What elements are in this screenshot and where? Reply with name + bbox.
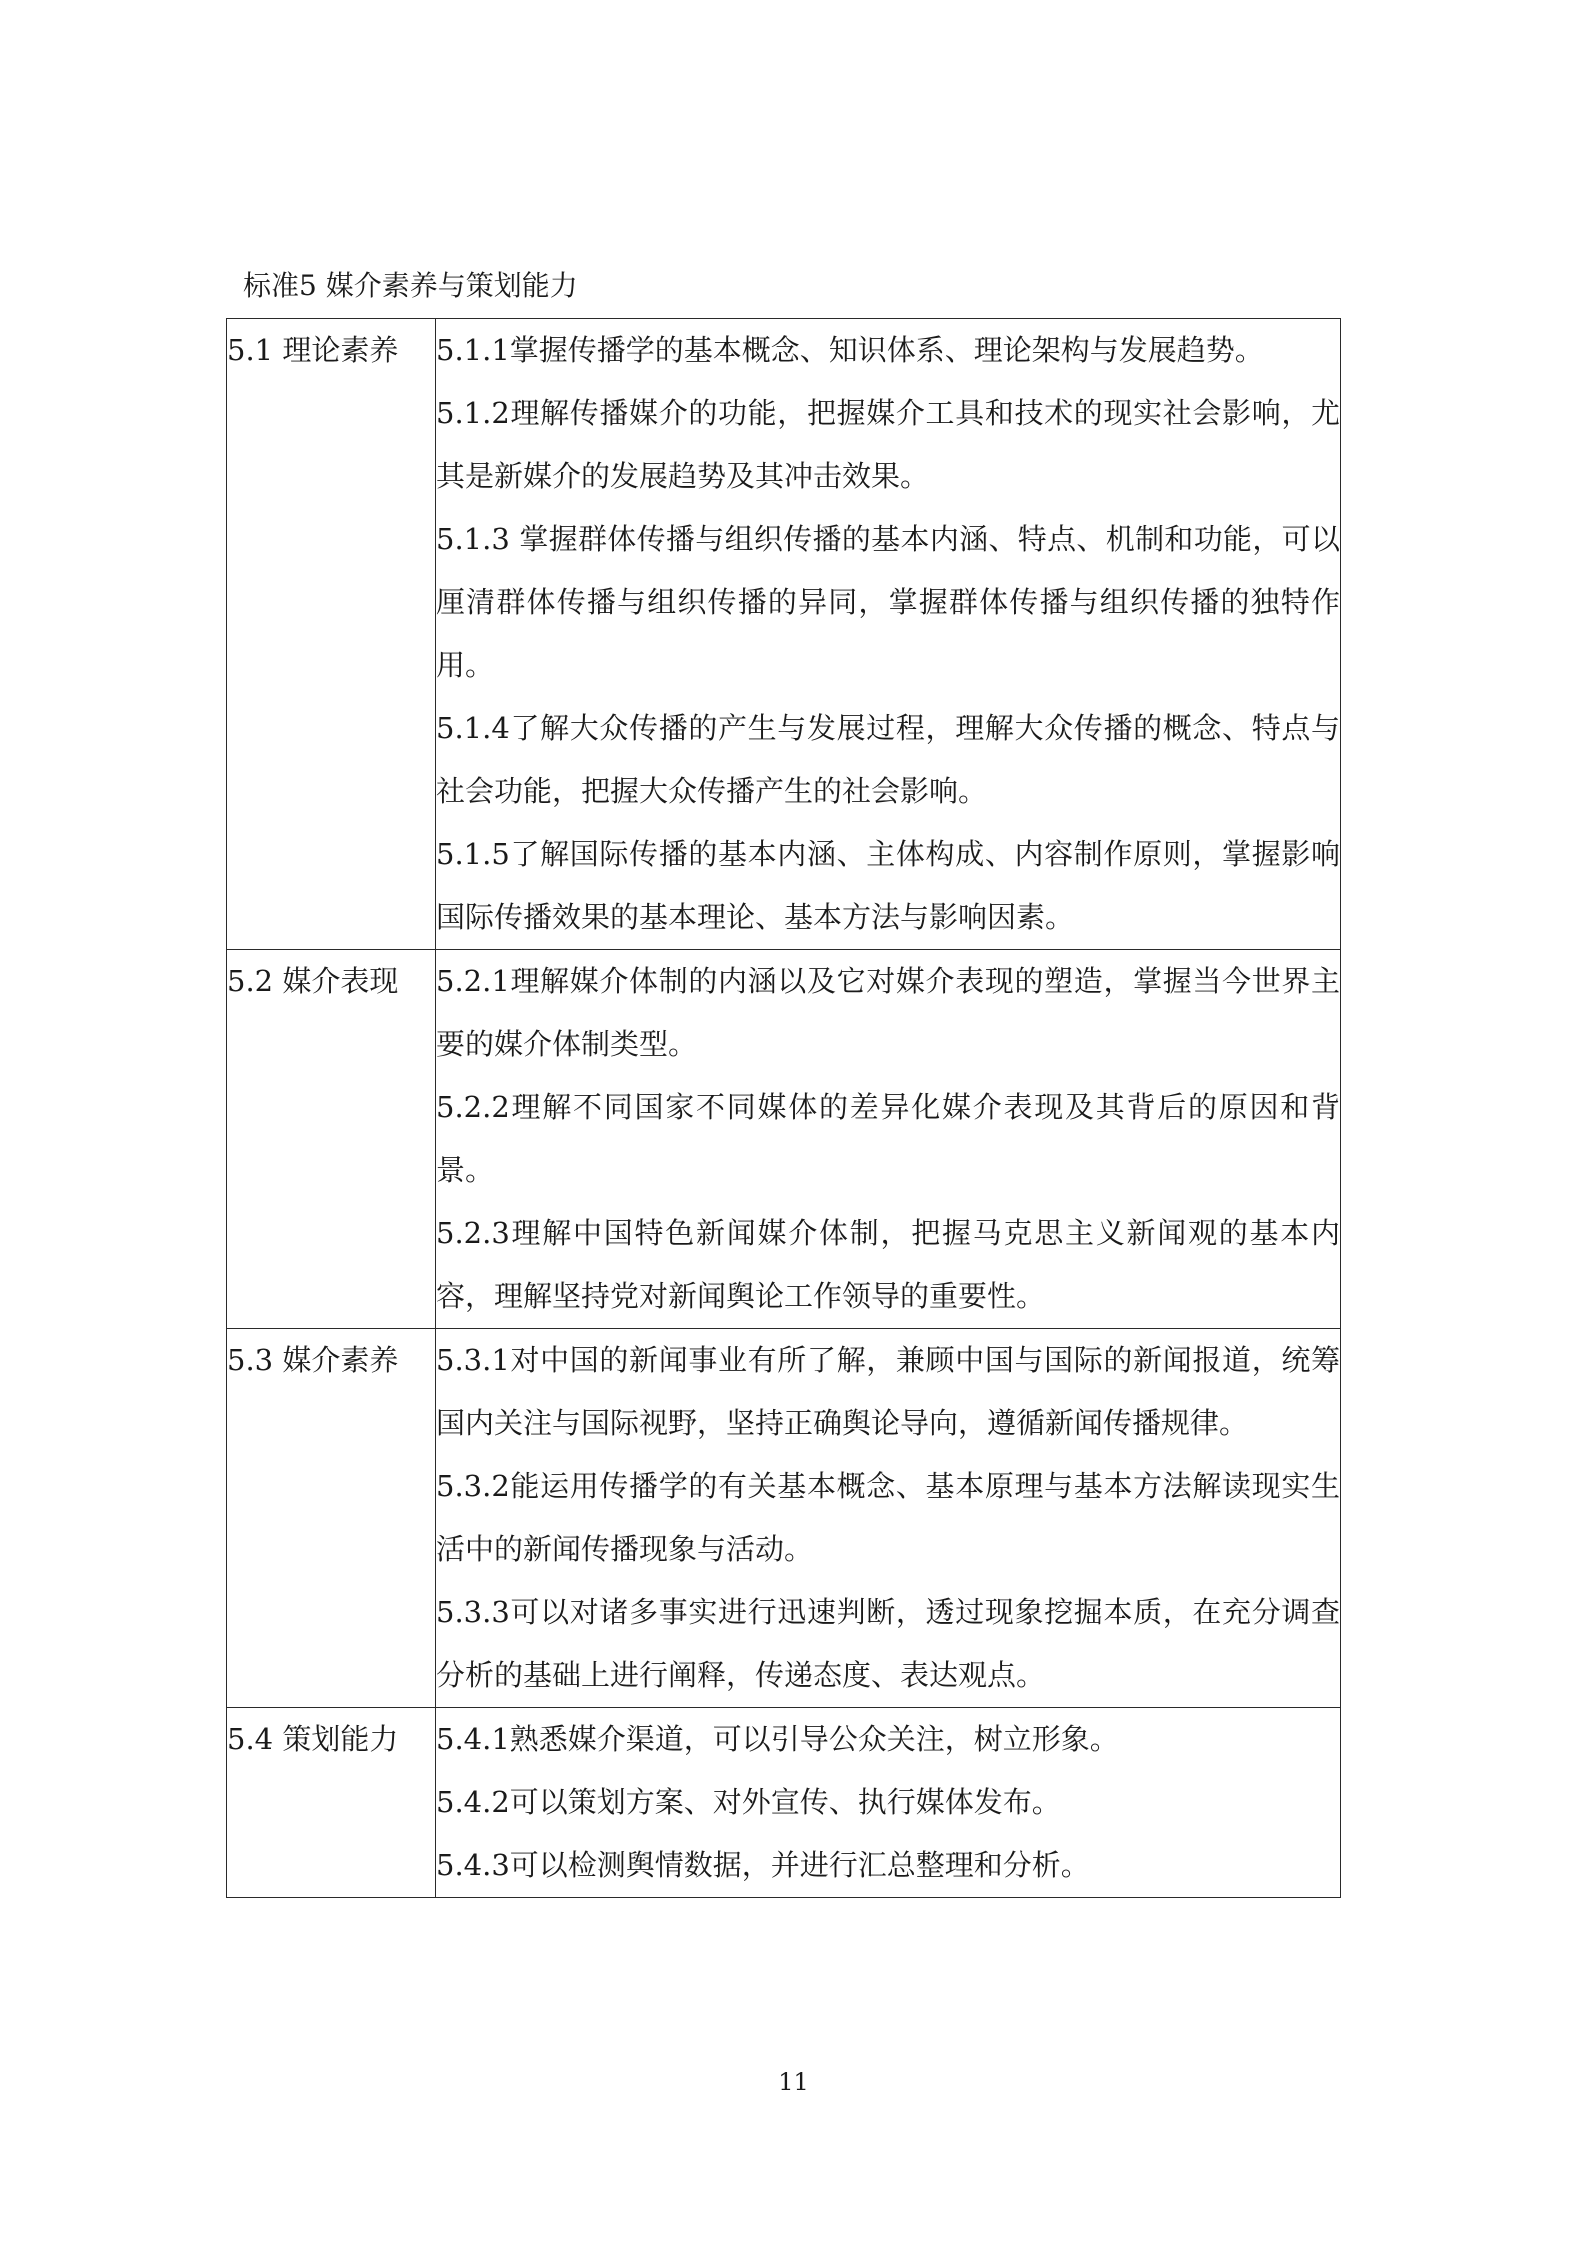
requirement-item: 5.4.3可以检测舆情数据，并进行汇总整理和分析。 xyxy=(436,1848,1090,1882)
section-content xyxy=(436,1708,1341,1898)
requirement-item: 5.2.2理解不同国家不同媒体的差异化媒介表现及其背后的原因和背景。 xyxy=(436,1090,1340,1187)
table-row xyxy=(227,1329,1341,1708)
section-label: 5.3 媒介素养 xyxy=(227,1329,436,1708)
section-content xyxy=(436,319,1341,950)
table-row xyxy=(227,950,1341,1329)
requirement-item: 5.2.1理解媒介体制的内涵以及它对媒介表现的塑造，掌握当今世界主要的媒介体制类型。 xyxy=(436,964,1340,1061)
requirement-item: 5.1.4了解大众传播的产生与发展过程，理解大众传播的概念、特点与社会功能，把握大众传播产生的社会影响。 xyxy=(436,711,1340,808)
requirement-item: 5.4.1熟悉媒介渠道，可以引导公众关注，树立形象。 xyxy=(436,1722,1119,1756)
section-content xyxy=(436,1329,1341,1708)
requirement-item: 5.3.1对中国的新闻事业有所了解，兼顾中国与国际的新闻报道，统筹国内关注与国际视野，坚持正确舆论导向，遵循新闻传播规律。 xyxy=(436,1343,1340,1440)
section-label: 5.1 理论素养 xyxy=(227,319,436,950)
requirement-item: 5.1.1掌握传播学的基本概念、知识体系、理论架构与发展趋势。 xyxy=(436,333,1264,367)
requirement-item: 5.2.3理解中国特色新闻媒介体制，把握马克思主义新闻观的基本内容，理解坚持党对新闻舆论工作领导的重要性。 xyxy=(436,1216,1340,1313)
requirement-item: 5.1.2理解传播媒介的功能，把握媒介工具和技术的现实社会影响，尤其是新媒介的发展趋势及其冲击效果。 xyxy=(436,396,1340,493)
requirement-item: 5.4.2可以策划方案、对外宣传、执行媒体发布。 xyxy=(436,1785,1061,1819)
table-caption: 标准5 媒介素养与策划能力 xyxy=(243,269,578,302)
table-row xyxy=(227,1708,1341,1898)
requirement-item: 5.3.3可以对诸多事实进行迅速判断，透过现象挖掘本质，在充分调查分析的基础上进行阐释，传递态度、表达观点。 xyxy=(436,1595,1340,1692)
requirement-item: 5.1.5了解国际传播的基本内涵、主体构成、内容制作原则，掌握影响国际传播效果的基本理论、基本方法与影响因素。 xyxy=(436,837,1340,934)
section-label: 5.2 媒介表现 xyxy=(227,950,436,1329)
requirement-item: 5.1.3 掌握群体传播与组织传播的基本内涵、特点、机制和功能，可以厘清群体传播与组织传播的异同，掌握群体传播与组织传播的独特作用。 xyxy=(436,522,1340,682)
table-row xyxy=(227,319,1341,950)
section-content xyxy=(436,950,1341,1329)
standard-table xyxy=(226,318,1341,1898)
requirement-item: 5.3.2能运用传播学的有关基本概念、基本原理与基本方法解读现实生活中的新闻传播现象与活动。 xyxy=(436,1469,1340,1566)
section-label: 5.4 策划能力 xyxy=(227,1708,436,1898)
page-number: 11 xyxy=(778,2068,809,2096)
